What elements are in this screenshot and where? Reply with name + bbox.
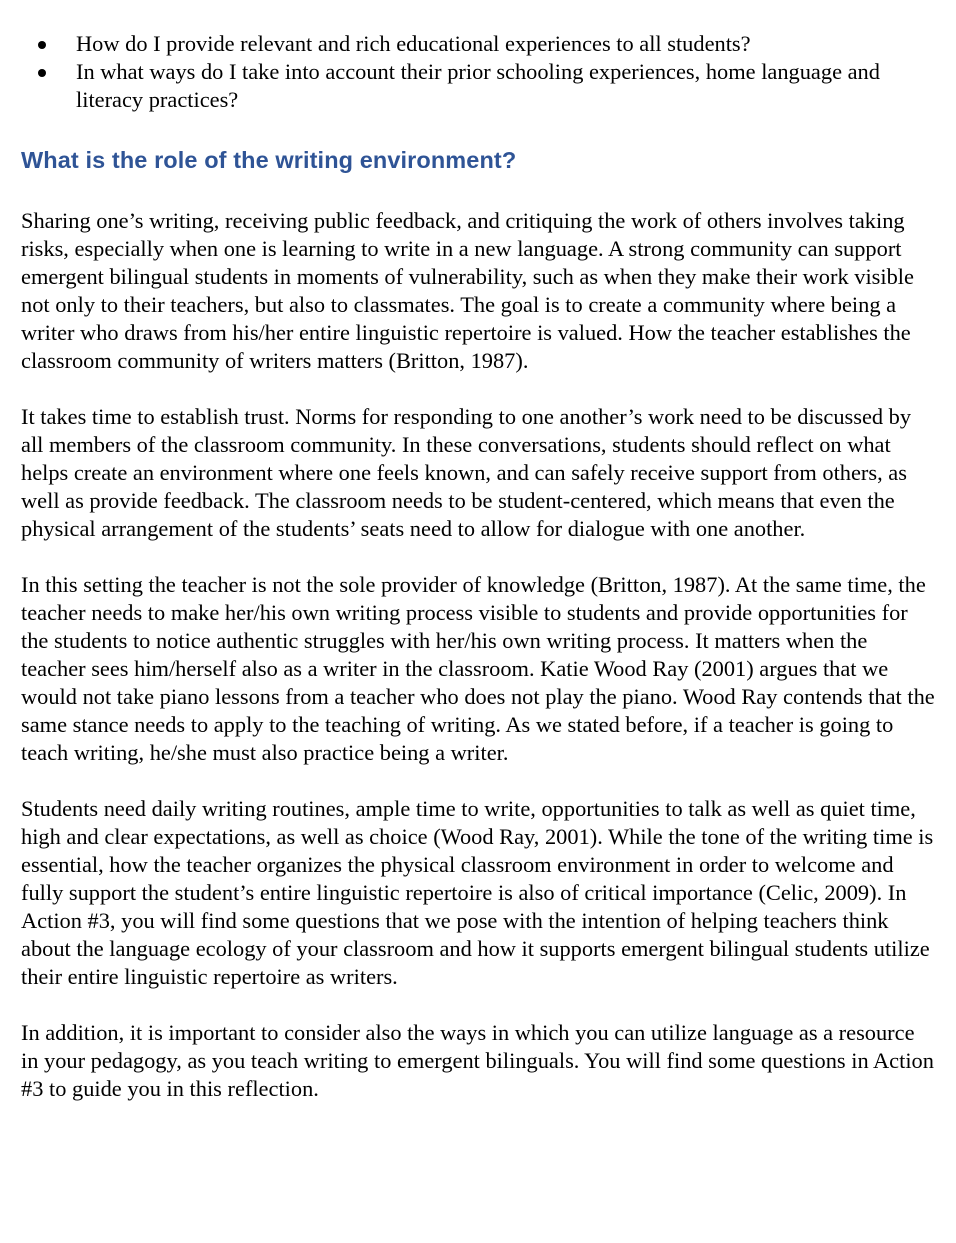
section-heading: What is the role of the writing environment? — [21, 147, 517, 173]
document-page — [21, 30, 935, 1103]
paragraph-trust: It takes time to establish trust. Norms for responding to one another’s work need to be discussed by all members of the classroom community. In these conversations, students should reflect on what helps create an environment where one feels known, and can safely receive support from others, as well as provide feedback. The classroom needs to be student-centered, which means that even the physical arrangement of the students’ seats need to allow for dialogue with one another. — [21, 404, 912, 541]
bullet-text: In what ways do I take into account their prior schooling experiences, home language and literacy practices? — [76, 59, 880, 112]
paragraph-routines: Students need daily writing routines, ample time to write, opportunities to talk as well as quiet time, high and clear expectations, as well as choice (Wood Ray, 2001). While the tone of the writing time is essential, how the teacher organizes the physical classroom environment in order to welcome and fully support the student’s entire linguistic repertoire is also of critical importance (Celic, 2009). In Action #3, you will find some questions that we pose with the intention of helping teachers think about the language ecology of your classroom and how it supports emergent bilingual students utilize their entire linguistic repertoire as writers. — [21, 796, 934, 989]
bullet-list — [21, 30, 935, 114]
bullet-dot-icon — [38, 41, 46, 49]
bullet-text: How do I provide relevant and rich educational experiences to all students? — [76, 31, 751, 56]
bullet-dot-icon — [38, 69, 46, 77]
bullet-item — [21, 58, 935, 114]
bullet-item — [21, 30, 935, 58]
paragraph-community: Sharing one’s writing, receiving public feedback, and critiquing the work of others involves taking risks, especially when one is learning to write in a new language. A strong community can support emergent bilingual students in moments of vulnerability, such as when they make their work visible not only to their teachers, but also to classmates. The goal is to create a community where being a writer who draws from his/her entire linguistic repertoire is valued. How the teacher establishes the classroom community of writers matters (Britton, 1987). — [21, 208, 914, 373]
paragraph-teacher-role: In this setting the teacher is not the sole provider of knowledge (Britton, 1987). At the same time, the teacher needs to make her/his own writing process visible to students and provide opportunities for the students to notice authentic struggles with her/his own writing process. It matters when the teacher sees him/herself also as a writer in the classroom. Katie Wood Ray (2001) argues that we would not take piano lessons from a teacher who does not play the piano. Wood Ray contends that the same stance needs to apply to the teaching of writing. As we stated before, if a teacher is going to teach writing, he/she must also practice being a writer. — [21, 572, 935, 765]
paragraph-language-resource: In addition, it is important to consider also the ways in which you can utilize language as a resource in your pedagogy, as you teach writing to emergent bilinguals. You will find some questions in Action #3 to guide you in this reflection. — [21, 1020, 934, 1101]
